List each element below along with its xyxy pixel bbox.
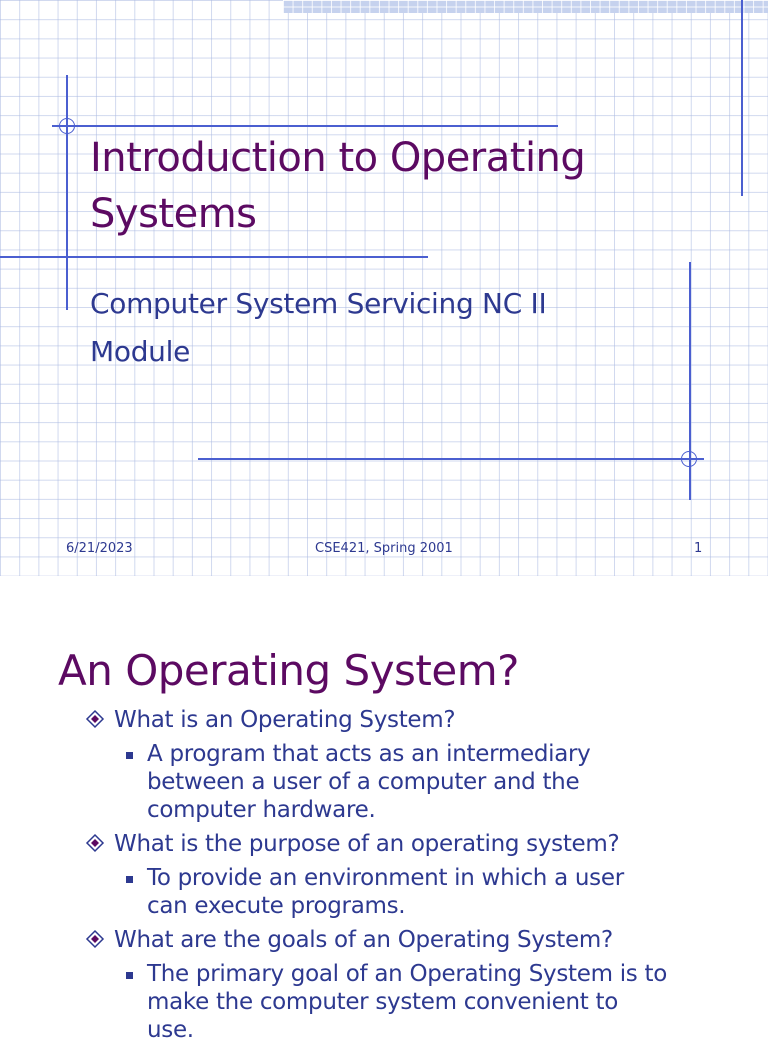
bullet-text: What is an Operating System? [114,707,456,733]
decorative-horizontal-line [0,256,428,258]
sub-bullet-text: To provide an environment in which a user can execute programs. [147,865,624,919]
decorative-top-band [283,0,768,13]
diamond-bullet-icon [86,930,104,948]
bullet-text: What are the goals of an Operating System? [114,927,613,953]
bullet-item [0,830,768,858]
bullet-item [0,926,768,954]
footer-date: 6/21/2023 [66,541,133,556]
decorative-horizontal-line [198,458,704,460]
decorative-vertical-line [66,75,68,310]
decorative-horizontal-line [52,125,558,127]
decorative-vertical-line [741,0,743,196]
sub-bullet-item [0,740,768,824]
crosshair-icon [681,451,697,467]
sub-bullet-text: The primary goal of an Operating System is to make the computer system convenient to use. [147,961,667,1043]
bullet-text: What is the purpose of an operating system? [114,831,620,857]
bullet-list [0,706,768,1050]
slide-title: Introduction to Operating Systems [90,135,586,237]
content-slide [0,576,768,1043]
slide-title: An Operating System? [58,646,519,695]
crosshair-icon [59,118,75,134]
footer-course: CSE421, Spring 2001 [315,541,453,556]
diamond-bullet-icon [86,834,104,852]
sub-bullet-item [0,864,768,920]
sub-bullet-text: A program that acts as an intermediary between a user of a computer and the computer hardware. [147,741,591,823]
slide-subtitle: Computer System Servicing NC II Module [90,287,547,368]
diamond-bullet-icon [86,710,104,728]
square-bullet-icon [126,972,133,979]
square-bullet-icon [126,876,133,883]
sub-bullet-item [0,960,768,1044]
bullet-item [0,706,768,734]
square-bullet-icon [126,752,133,759]
footer-page-number: 1 [694,541,703,556]
